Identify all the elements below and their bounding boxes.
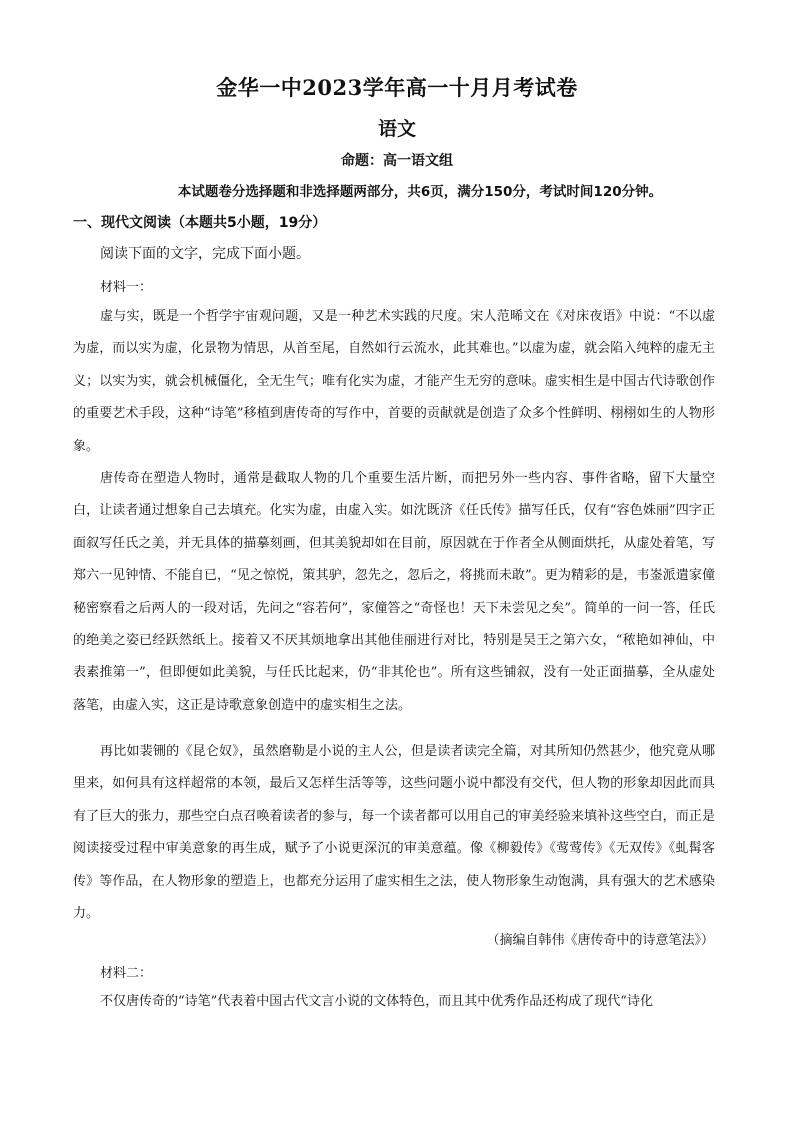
exam-author: 命题：高一语文组: [341, 153, 453, 169]
material2-paragraph: 不仅唐传奇的“诗笔”代表着中国古代文言小说的文体特色，而且其中优秀作品还构成了现代“诗化: [100, 994, 653, 1009]
material1-paragraph: 唐传奇在塑造人物时，通常是截取人物的几个重要生活片断，而把另外一些内容、事件省略，留下大量空白，让读者通过想象自己去填充。化实为虚，由虚入实。如沈既济《任氏传》描写任氏，仅有“容色姝丽”四字正面叙写任氏之美，并无具体的描摹刻画，但其美貌却如在目前，原因就在于作者全从侧面烘托，从虚处着笔，写郑六一见钟情、不能自已，“见之惊悦，策其驴，忽先之，忽后之，将挑而未敢”。更为精彩的是，韦崟派遣家僮秘密察看之后两人的一段对话，先问之“容若何”，家僮答之“奇怪也！天下未尝见之矣”。简单的一问一答，任氏的绝美之姿已经跃然纸上。接着又不厌其烦地拿出其他佳丽进行对比，特别是吴王之第六女，“秾艳如神仙，中表素推第一”，但即便如此美貌，与任氏比起来，仍“非其伦也”。所有这些铺叙，没有一处正面描摹，全从虚处落笔，由虚入实，这正是诗歌意象创造中的虚实相生之法。: [73, 471, 715, 713]
exam-title: 金华一中2023学年高一十月月考试卷: [216, 75, 578, 100]
exam-subject: 语文: [377, 118, 416, 140]
material1-source: （摘编自韩伟《唐传奇中的诗意笔法》）: [486, 933, 714, 948]
material1-paragraph: 虚与实，既是一个哲学宇宙观问题，又是一种艺术实践的尺度。宋人范晞文在《对床夜语》中说：“不以虚为虚，而以实为虚，化景物为情思，从首至尾，自然如行云流水，此其难也。”以虚为虚，就会陷入纯粹的虚无主义；以实为实，就会机械僵化，全无生气；唯有化实为虚，才能产生无穷的意味。虚实相生是中国古代诗歌创作的重要艺术手段，这种“诗笔”移植到唐传奇的写作中，首要的贡献就是创造了众多个性鲜明、栩栩如生的人物形象。: [73, 309, 715, 454]
exam-notice: 本试题卷分选择题和非选择题两部分，共6页，满分150分，考试时间120分钟。: [177, 184, 663, 200]
material2-label: 材料二：: [100, 966, 153, 981]
reading-instruction: 阅读下面的文字，完成下面小题。: [100, 246, 310, 262]
material1-label: 材料一：: [100, 280, 153, 295]
material1-paragraph: 再比如裴铏的《昆仑奴》，虽然磨勒是小说的主人公，但是读者读完全篇，对其所知仍然甚少，他究竟从哪里来，如何具有这样超常的本领，最后又怎样生活等等，这些问题小说中都没有交代，但人物的形象却因此而具有了巨大的张力，那些空白点召唤着读者的参与，每一个读者都可以用自己的审美经验来填补这些空白，而正是阅读接受过程中审美意象的再生成，赋予了小说更深沉的审美意蕴。像《柳毅传》《莺莺传》《无双传》《虬髯客传》等作品，在人物形象的塑造上，也都充分运用了虚实相生之法，使人物形象生动饱满，具有强大的艺术感染力。: [73, 744, 715, 922]
section-heading: 一、现代文阅读（本题共5小题，19分）: [73, 215, 327, 231]
